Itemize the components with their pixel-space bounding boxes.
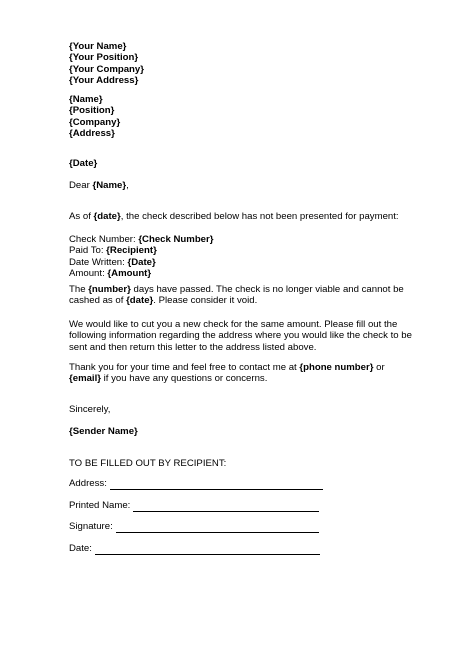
paid-to-value: {Recipient} xyxy=(106,245,157,257)
sender-address: {Your Address} xyxy=(69,74,139,86)
amount-label: Amount: xyxy=(69,267,108,279)
date-field-line[interactable] xyxy=(95,545,320,555)
sender-position: {Your Position} xyxy=(69,52,139,64)
recipient-form-heading-block xyxy=(69,458,409,469)
paragraph-new-check xyxy=(69,319,412,353)
recipient-name: {Name} xyxy=(69,94,103,105)
address-field-row xyxy=(69,478,409,490)
sender-block xyxy=(69,41,409,86)
date-written-label: Date Written: xyxy=(69,256,128,268)
printed-name-field-label: Printed Name: xyxy=(69,500,131,511)
recipient-address: {Address} xyxy=(69,127,115,139)
amount-value: {Amount} xyxy=(107,267,152,279)
para2-line1-suffix: days have passed. The check is no longer viable and cannot be xyxy=(130,284,404,295)
date-field-row xyxy=(69,543,409,555)
salutation xyxy=(69,180,409,191)
para4-line1-prefix: Thank you for your time and feel free to contact me at xyxy=(69,362,300,373)
para1-prefix: As of xyxy=(69,211,94,222)
recipient-company: {Company} xyxy=(69,116,121,128)
sender-company: {Your Company} xyxy=(69,63,144,75)
closing: Sincerely, xyxy=(69,404,111,415)
address-field-line[interactable] xyxy=(110,480,323,490)
paid-to-row xyxy=(69,245,409,256)
para1-date: {date} xyxy=(93,211,121,222)
recipient-block xyxy=(69,94,409,139)
letter-date: {Date} xyxy=(69,158,98,169)
sender-signature-block xyxy=(69,426,409,437)
para4-email: {email} xyxy=(69,373,101,385)
signature-field-row xyxy=(69,521,409,533)
para2-line2-prefix: cashed as of xyxy=(69,295,127,307)
para3-line3: sent and then return this letter to the address listed above. xyxy=(69,341,317,353)
printed-name-field-line[interactable] xyxy=(133,502,319,512)
para3-line1: We would like to cut you a new check for the same amount. Please fill out the xyxy=(69,319,398,330)
letter-date-block xyxy=(69,158,409,169)
closing-block xyxy=(69,404,409,415)
paragraph-check-void xyxy=(69,284,409,307)
paid-to-label: Paid To: xyxy=(69,245,107,257)
salutation-prefix: Dear xyxy=(69,180,93,191)
printed-name-field-row xyxy=(69,500,409,512)
sender-name: {Your Name} xyxy=(69,41,127,52)
date-field-label: Date: xyxy=(69,543,92,554)
para4-line1-suffix: or xyxy=(373,362,385,373)
recipient-form-heading: TO BE FILLED OUT BY RECIPIENT: xyxy=(69,458,227,469)
para2-line1-prefix: The xyxy=(69,284,89,295)
sender-signature-name: {Sender Name} xyxy=(69,426,138,437)
paragraph-check-not-presented xyxy=(69,211,409,222)
date-written-row xyxy=(69,257,409,268)
address-field-label: Address: xyxy=(69,478,107,489)
para4-line2-suffix: if you have any questions or concerns. xyxy=(101,373,268,385)
salutation-suffix: , xyxy=(126,180,129,191)
recipient-position: {Position} xyxy=(69,105,115,117)
signature-field-line[interactable] xyxy=(116,523,319,533)
signature-field-label: Signature: xyxy=(69,521,113,532)
amount-row xyxy=(69,268,409,279)
salutation-name: {Name} xyxy=(92,180,127,191)
para1-suffix: , the check described below has not been presented for payment: xyxy=(120,211,399,222)
para3-line2: following information regarding the address where you would like the check to be xyxy=(69,330,412,342)
check-number-row xyxy=(69,234,409,245)
paragraph-contact xyxy=(69,362,409,385)
para2-date: {date} xyxy=(126,295,154,307)
para2-number: {number} xyxy=(88,284,131,295)
check-number-label: Check Number: xyxy=(69,234,139,245)
check-details xyxy=(69,234,409,279)
check-number-value: {Check Number} xyxy=(138,234,214,245)
para2-line2-suffix: . Please consider it void. xyxy=(153,295,258,307)
para4-phone: {phone number} xyxy=(299,362,374,373)
date-written-value: {Date} xyxy=(127,256,156,268)
